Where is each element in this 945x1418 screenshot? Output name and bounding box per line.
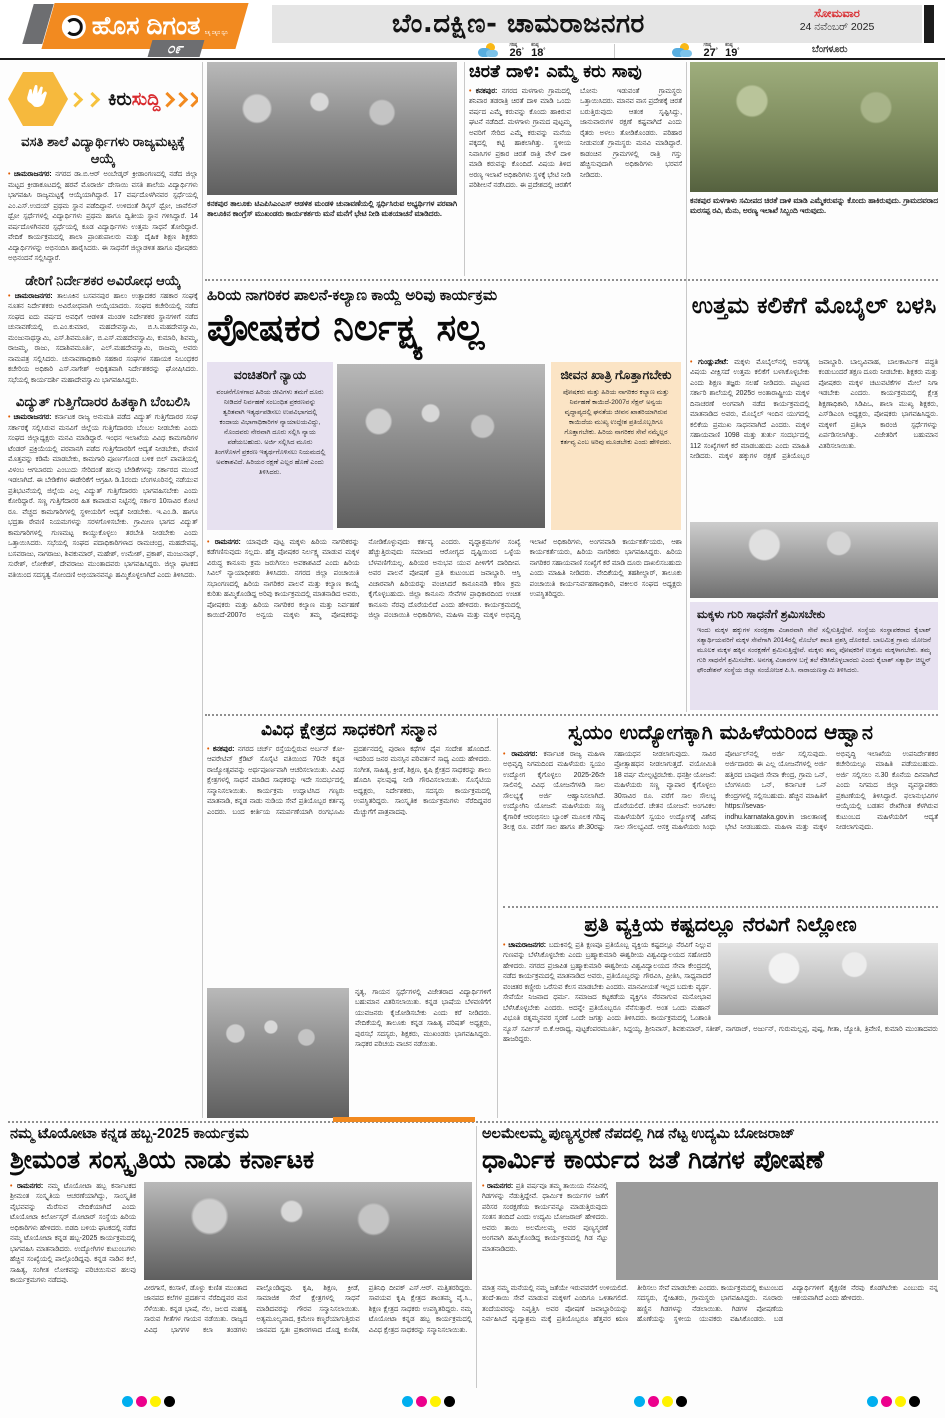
kiru-title-red: ಸುದ್ದಿ [131,88,161,109]
kiru-item-body: ತಾಲೂಕಿನ ಬಸವನಪುರ ಹಾಲು ಉತ್ಪಾದಕರ ಸಹಕಾರ ಸಂಘಕ್ಕೆ ನೂತನ ನಿರ್ದೇಶಕರು ಅವಿರೋಧವಾಗಿ ಆಯ್ಕೆಯಾದರು. ಸಂಘದ ಕಚೇರಿಯಲ್ಲಿ ನಡೆದ ಸಂಘದ ಐದು ವರ್ಷದ ಅವಧಿಗೆ ಆಡಳಿತ ಮಂಡಳಿ ನಿರ್ದೇಶಕರ ಸ್ಥಾನಗಳಿಗೆ ನಡೆದ ಚುನಾವಣೆಯಲ್ಲಿ ಬಿ.ಎಂ.ಕುಮಾರ, ಮಹದೇವಸ್ವಾಮಿ, ಬಿ.ಸಿ.ಮಹದೇವಸ್ವಾಮಿ, ಮಂಜುನಾಥಸ್ವಾಮಿ, ಎಸ್.ಶಿವಮೂರ್ತಿ, ಬಿ.ಎಸ್.ಮಹದೇವಸ್ವಾಮಿ, ಕುಮಾರಿ, ಶಿವಮ್ಮ, ರಾಜಮ್ಮ, ರಾಜು, ಸದಾಶಿವಮೂರ್ತಿ, ಎಲ್.ಮಹದೇವಸ್ವಾಮಿ, ರಾಜಮ್ಮ ಅವರು ನಾಮಪತ್ರ ಸಲ್ಲಿಸಿದರು. ಚುನಾವಣಾಧಿಕಾರಿ ಸಹಕಾರ ಸಂಘಗಳ ಸಹಾಯಕ ನಿಬಂಧಕರ ಕಚೇರಿಯ ಅಧಿಕಾರಿ ಎಸ್.ನಾಗೇಶ್ ಅಧಿಕೃತವಾಗಿ ನಿರ್ದೇಶಕರನ್ನು ಘೋಷಿಸಿದರು. ಸಭೆಯಲ್ಲಿ ಕಾರ್ಯದರ್ಶಿ ಮಹಾದೇವಸ್ವಾಮಿ ಭಾಗವಹಿಸಿದ್ದರು. [8,292,198,384]
section-divider [205,714,938,716]
photo-felicitation [337,364,545,528]
orange-accent-bar [333,1117,475,1122]
article-body: ಬದುಕಿನಲ್ಲಿ ಪ್ರತಿ ಕ್ಷಣವೂ ಪ್ರತಿಯೊಬ್ಬ ವ್ಯಕ್ತಿಯ ಕಷ್ಟದಲ್ಲೂ ನೆರವಿಗೆ ನಿಲ್ಲುವ ಗುಣವನ್ನು ಬೆಳೆಸಿಕೊಳ್ಳಬೇಕು ಎಂದು ಬ್ರಹ್ಮಾಕುಮಾರಿ ಈಶ್ವರೀಯ ವಿಶ್ವವಿದ್ಯಾಲಯದ ಸಹೋದರಿ ಹೇಳಿದರು. ನಗರದ ಪ್ರಜಾಪಿತ ಬ್ರಹ್ಮಾಕುಮಾರಿ ಈಶ್ವರೀಯ ವಿಶ್ವವಿದ್ಯಾಲಯದ ಸೇವಾ ಕೇಂದ್ರದಲ್ಲಿ ನಡೆದ ಕಾರ್ಯಕ್ರಮದಲ್ಲಿ ಮಾತನಾಡಿದ ಅವರು, ಪ್ರತಿಯೊಬ್ಬರನ್ನು ಗೌರವಿಸಿ, ಪ್ರೀತಿಸಿ, ಸಾಧ್ಯವಾದರೆ ವಂಚಿತರ ಕಣ್ಣೀರು ಒರೆಸುವ ಕೆಲಸ ಮಾಡಬೇಕು ಎಂದರು. ಮಾನವೀಯತೆ ಇಲ್ಲದ ಬದುಕು ವ್ಯರ್ಥ. ಸೇವೆಯೇ ನಿಜವಾದ ಧರ್ಮ. ಸಮಾಜದ ಕಟ್ಟಕಡೆಯ ವ್ಯಕ್ತಿಗೂ ನೆರವಾಗುವ ಮನೋಭಾವ ಬೆಳೆಸಿಕೊಳ್ಳಬೇಕು ಎಂದರು. ಅದನ್ನೇ ಪ್ರತಿಯೊಬ್ಬರೂ ನೆನೆಸುತ್ತಾರೆ. ಅಂತ ಒಂದು ಮಹಾನ್ ವಿಭೂತಿ ರತ್ನಮ್ಮನವರ ಸ್ಮರಣೆ ಒಂದೇ ಜಗತ್ತು ಎಂದು ತಿಳಿಸಿದರು. ಕಾರ್ಯಕ್ರಮದಲ್ಲಿ ಓಂಶಾಂತಿ ನ್ಯೂಸ್ ಸರ್ವೀಸ್ ಬಿ.ಕೆ.ಆರಾಧ್ಯ, ಪುಟ್ಟಕೆಂಪರಮೂರ್ತಿ, ಸಿದ್ದಯ್ಯ, ಶ್ರೀನಿವಾಸ್, ಶಿವಕುಮಾರ್, ಸತೀಶ್, ನಾಗರಾಜ್, ಅರ್ಜುನ್, ಗುರುಮಲ್ಲಪ್ಪ, ಪುಷ್ಪ, ಗೀತಾ, ಜ್ಯೋತಿ, ತ್ರಿವೇಣಿ, ಕುಮಾರಿ ಮುಂತಾದವರು ಹಾಜರಿದ್ದರು. [503,942,938,1044]
sidebox-title: ಜೀವನ ಖಾತ್ರಿ ಗೊತ್ತಾಗಬೇಕು [560,368,672,382]
city-label: ಬೆಂಗಳೂರು [812,44,848,55]
weather-2: ಗರಿಷ್ಠ 27° ಕನಿಷ್ಠ 19° [672,42,739,60]
dateline: • ರಾಮನಗರ: [207,539,241,546]
kiru-item-headline: ಡೇರಿಗೆ ನಿರ್ದೇಶಕರ ಅವಿರೋಧ ಆಯ್ಕೆ [25,272,181,288]
dateline: • ಕನಕಪುರ: [469,88,497,95]
photo-leopard-attack [690,62,938,192]
date-label: 24 ನವೆಂಬರ್ 2025 [799,21,875,33]
sanman-body-cont: ನೃತ್ಯ, ಗಾಯನ ಸ್ಪರ್ಧೆಗಳಲ್ಲಿ ವಿಜೇತರಾದ ವಿದ್ಯಾರ್ಥಿಗಳಿಗೆ ಬಹುಮಾನ ವಿತರಿಸಲಾಯಿತು. ಕನ್ನಡ ಭಾಷೆಯ ಬೆಳವಣಿಗೆಗೆ ಯುವಜನರು ಕೈಜೋಡಿಸಬೇಕು ಎಂದು ಕರೆ ನೀಡಿದರು. ವೇದಿಕೆಯಲ್ಲಿ ತಾಲೂಕು ಕನ್ನಡ ಸಾಹಿತ್ಯ ಪರಿಷತ್ ಅಧ್ಯಕ್ಷರು, ಪುರಸಭೆ ಸದಸ್ಯರು, ಶಿಕ್ಷಕರು, ಮುಖಂಡರು ಭಾಗವಹಿಸಿದ್ದರು. ಸಾಧಕರ ಪರಿಚಯ ವಾಚನ ನಡೆಯಿತು. [355,989,491,1049]
column-rule [497,718,498,1118]
article-body: ಕರ್ನಾಟಕ ರಾಜ್ಯ ಮಹಿಳಾ ಅಭಿವೃದ್ಧಿ ನಿಗಮದಿಂದ ಮಹಿಳೆಯರು ಸ್ವಯಂ ಉದ್ಯೋಗ ಕೈಗೊಳ್ಳಲು 2025-26ನೇ ಸಾಲಿನಲ್ಲಿ ವಿವಿಧ ಯೋಜನೆಗಳಡಿ ಸಾಲ ಸೌಲಭ್ಯಕ್ಕೆ ಅರ್ಜಿ ಆಹ್ವಾನಿಸಲಾಗಿದೆ. ಉದ್ಯೋಗಿನಿ ಯೋಜನೆ: ಮಹಿಳೆಯರು ಸಣ್ಣ ಕೈಗಾರಿಕೆ ಆರಂಭಿಸಲು ಬ್ಯಾಂಕ್ ಮೂಲಕ ಗರಿಷ್ಠ 3ಲಕ್ಷ ರೂ. ವರೆಗೆ ಸಾಲ ಹಾಗೂ ಶೇ.30ರಷ್ಟು ಸಹಾಯಧನ ನೀಡಲಾಗುವುದು. ಸಾವಿರ ಪ್ರೋತ್ಸಾಹಧನ ನೀಡಲಾಗುತ್ತದೆ. ವಯೋಮಿತಿ 18 ವರ್ಷ ಮೇಲ್ಪಟ್ಟಿರಬೇಕು. ಧನಶ್ರೀ ಯೋಜನೆ: ಮಹಿಳೆಯರು ಸಣ್ಣ ವ್ಯಾಪಾರ ಕೈಗೊಳ್ಳಲು 30ಸಾವಿರ ರೂ. ವರೆಗೆ ಸಾಲ ಸೌಲಭ್ಯ ದೊರೆಯಲಿದೆ. ಚೇತನ ಯೋಜನೆ: ಅಂಗವಿಕಲ ಮಹಿಳೆಯರಿಗೆ ಸ್ವಯಂ ಉದ್ಯೋಗಕ್ಕೆ ವಿಶೇಷ ಸಾಲ ಸೌಲಭ್ಯವಿದೆ. ಆಸಕ್ತ ಮಹಿಳೆಯರು ಸಿಂಧು ಪೋರ್ಟಲ್‌ನಲ್ಲಿ ಅರ್ಜಿ ಸಲ್ಲಿಸುವುದು. ಅರ್ಜಿದಾರರು ಈ ಎಲ್ಲ ಯೋಜನೆಗಳಲ್ಲಿ ಅರ್ಜಿ ಹತ್ತಿರದ ಬಾಪೂಜಿ ಸೇವಾ ಕೇಂದ್ರ, ಗ್ರಾಮ ಒನ್, ಬೆಂಗಳೂರು ಒನ್, ಕರ್ನಾಟಕ ಒನ್ ಕೇಂದ್ರಗಳಲ್ಲಿ ಸಲ್ಲಿಸಬಹುದು. ಹೆಚ್ಚಿನ ಮಾಹಿತಿಗೆ https://sevas-indhu.karnataka.gov.in ಜಾಲತಾಣಕ್ಕೆ ಭೇಟಿ ನೀಡಬಹುದು. ಮಹಿಳಾ ಮತ್ತು ಮಕ್ಕಳ ಅಭಿವೃದ್ಧಿ ಇಲಾಖೆಯ ಉಪನಿರ್ದೇಶಕರ ಕಚೇರಿಯಲ್ಲೂ ಮಾಹಿತಿ ಪಡೆಯಬಹುದು. ಅರ್ಜಿ ಸಲ್ಲಿಸಲು ನ.30 ಕೊನೆಯ ದಿನವಾಗಿದೆ ಎಂದು ನಿಗಮದ ಜಿಲ್ಲಾ ವ್ಯವಸ್ಥಾಪಕರು ಪ್ರಕಟಣೆಯಲ್ಲಿ ತಿಳಿಸಿದ್ದಾರೆ. ಫಲಾನುಭವಿಗಳ ಆಯ್ಕೆಯಲ್ಲಿ ಬಡತನ ರೇಖೆಗಿಂತ ಕೆಳಗಿರುವ ಕುಟುಂಬದ ಮಹಿಳೆಯರಿಗೆ ಆದ್ಯತೆ ನೀಡಲಾಗುವುದು. [503,751,938,832]
paper-title: ಹೊಸ ದಿಗಂತ [92,11,201,40]
yellow-dot [430,1396,441,1407]
dateline: • ಕನಕಪುರ: [207,746,234,753]
article-body: ನಗರದ ಚರ್ಚ್ ರಸ್ತೆಯಲ್ಲಿರುವ ಅರ್ಬನ್ ಕೋ-ಆಪರೇಟಿವ್ ಕ್ರೆಡಿಟ್ ಸೊಸೈಟಿ ವತಿಯಿಂದ 70ನೇ ಕನ್ನಡ ರಾಜ್ಯೋತ್ಸವವನ್ನು ಅರ್ಥಪೂರ್ಣವಾಗಿ ಆಚರಿಸಲಾಯಿತು. ವಿವಿಧ ಕ್ಷೇತ್ರಗಳಲ್ಲಿ ಸಾಧನೆ ಮಾಡಿದ ಸಾಧಕರನ್ನು ಇದೇ ಸಂದರ್ಭದಲ್ಲಿ ಸನ್ಮಾನಿಸಲಾಯಿತು. ಕಾರ್ಯಕ್ರಮ ಉದ್ಘಾಟಿಸಿದ ಗಣ್ಯರು ಮಾತನಾಡಿ, ಕನ್ನಡ ನಾಡು ನುಡಿಯ ಸೇವೆ ಪ್ರತಿಯೊಬ್ಬರ ಕರ್ತವ್ಯ ಎಂದರು. ಬಂದ ಕೀರ್ತಿಯ ಸಮರ್ಪಣೆಯಾಗಿ ರಂಗಭೂಮಿ ಪ್ರದರ್ಶನದಲ್ಲಿ ಪುರಾಣ ಕಥೆಗಳ ದೈವ ಸಂದೇಶ ಹೊಂದಿದೆ. ಇದರಿಂದ ಜನರ ಮನಸ್ಸಿನ ಪರಿವರ್ತನೆ ಸಾಧ್ಯ ಎಂದು ಹೇಳಿದರು. ಸಂಗೀತ, ಸಾಹಿತ್ಯ, ಕ್ರೀಡೆ, ಶಿಕ್ಷಣ, ಕೃಷಿ ಕ್ಷೇತ್ರದ ಸಾಧಕರನ್ನು ಶಾಲು ಹೊದಿಸಿ ಫಲಪುಷ್ಪ ನೀಡಿ ಗೌರವಿಸಲಾಯಿತು. ಸೊಸೈಟಿಯ ಅಧ್ಯಕ್ಷರು, ನಿರ್ದೇಶಕರು, ಸದಸ್ಯರು ಕಾರ್ಯಕ್ರಮದಲ್ಲಿ ಉಪಸ್ಥಿತರಿದ್ದರು. ಸಾಂಸ್ಕೃತಿಕ ಕಾರ್ಯಕ್ರಮಗಳು ನೆರೆದಿದ್ದವರ ಮೆಚ್ಚುಗೆಗೆ ಪಾತ್ರವಾದವು. [207,746,491,816]
article-toyota [10,1126,472,1388]
cyan-dot [122,1396,133,1407]
mobile-sidebox [690,602,938,710]
yellow-dot [662,1396,673,1407]
magenta-dot [881,1396,892,1407]
kiru-item-headline: ವಿದ್ಯುತ್ ಗುತ್ತಿಗೆದಾರರ ಹಿತಕ್ಕಾಗಿ ಬೆಂಬಲಿಸಿ [15,394,191,410]
article-body: ನಗರದ ಮಳಗಾಳು ಗ್ರಾಮದಲ್ಲಿ ಶನಿವಾರ ತಡರಾತ್ರಿ ಚಿರತೆ ದಾಳಿ ಮಾಡಿ ಒಂದು ವರ್ಷದ ಎಮ್ಮೆ ಕರುವನ್ನು ಕೊಂದು ಹಾಕಿರುವ ಘಟನೆ ನಡೆದಿದೆ. ಮಳಗಾಳು ಗ್ರಾಮದ ಪುಟ್ಟಮ್ಮ ಅವರಿಗೆ ಸೇರಿದ ಎಮ್ಮೆ ಕರುವನ್ನು ಮನೆಯ ಪಕ್ಕದಲ್ಲಿ ಕಟ್ಟಿ ಹಾಕಲಾಗಿತ್ತು. ಸ್ಥಳೀಯ ನಿವಾಸಿಗಳ ಪ್ರಕಾರ ಚಿರತೆ ರಾತ್ರಿ ವೇಳೆ ದಾಳಿ ಮಾಡಿ ಕರುವನ್ನು ಕೊಂದಿದೆ. ವಿಷಯ ತಿಳಿದ ಅರಣ್ಯ ಇಲಾಖೆ ಅಧಿಕಾರಿಗಳು ಸ್ಥಳಕ್ಕೆ ಭೇಟಿ ನೀಡಿ ಪರಿಶೀಲನೆ ನಡೆಸಿದರು. ಈ ಪ್ರದೇಶದಲ್ಲಿ ಚಿರತೆಗೆ ಬೋನು ಇಡುವಂತೆ ಗ್ರಾಮಸ್ಥರು ಒತ್ತಾಯಿಸಿದರು. ಮಾನವ ವಾಸ ಪ್ರದೇಶಕ್ಕೆ ಚಿರತೆ ಬರುತ್ತಿರುವುದು ಆತಂಕ ಸೃಷ್ಟಿಸಿದ್ದು, ಜಾನುವಾರುಗಳ ರಕ್ಷಣೆ ಕಷ್ಟವಾಗಿದೆ ಎಂದು ರೈತರು ಅಳಲು ತೋಡಿಕೊಂಡರು. ಪರಿಹಾರ ನೀಡುವಂತೆ ಗ್ರಾಮಸ್ಥರು ಮನವಿ ಮಾಡಿದ್ದಾರೆ. ಕಾಡಂಚಿನ ಗ್ರಾಮಗಳಲ್ಲಿ ರಾತ್ರಿ ಗಸ್ತು ಹೆಚ್ಚಿಸುವುದಾಗಿ ಅಧಿಕಾರಿಗಳು ಭರವಸೆ ನೀಡಿದರು. [469,88,682,190]
print-registration-marks [634,1394,690,1412]
kiru-item [8,133,198,265]
black-dot [444,1396,455,1407]
kiru-item-headline: ವಸತಿ ಶಾಲೆ ವಿದ್ಯಾರ್ಥಿಗಳು ರಾಜ್ಯಮಟ್ಟಕ್ಕೆ ಆಯ್ಕೆ [21,134,185,167]
section-divider [503,906,938,908]
column-rule [202,62,203,1118]
edition-title: ಬೆಂ.ದಕ್ಷಿಣ- ಚಾಮರಾಜನಗರ [392,9,645,39]
kiru-item-body: ಕರ್ನಾಟಕ ರಾಜ್ಯ ಅನುಮತಿ ಪಡೆದ ವಿದ್ಯುತ್ ಗುತ್ತಿಗೆದಾರರ ಸಂಘ ಸರ್ಕಾರಕ್ಕೆ ಸಲ್ಲಿಸಿರುವ ಮನವಿಗೆ ಜಿಲ್ಲೆಯ ಗುತ್ತಿಗೆದಾರರು ಬೆಂಬಲ ನೀಡಬೇಕು ಎಂದು ಸಂಘದ ಜಿಲ್ಲಾಧ್ಯಕ್ಷರು ಮನವಿ ಮಾಡಿದ್ದಾರೆ. ಇಂಧನ ಇಲಾಖೆಯ ವಿವಿಧ ಕಾಮಗಾರಿಗಳ ಟೆಂಡರ್ ಪ್ರಕ್ರಿಯೆಯಲ್ಲಿ ಪರವಾನಗಿ ಪಡೆದ ಗುತ್ತಿಗೆದಾರರಿಗೆ ಆದ್ಯತೆ ನೀಡಬೇಕು, ಠೇವಣಿ ಮೊತ್ತವನ್ನು ಕಡಿಮೆ ಮಾಡಬೇಕು, ಕಾಮಗಾರಿ ಪೂರ್ಣಗೊಂಡ ಬಳಿಕ ಬಿಲ್ ಪಾವತಿಯಲ್ಲಿ ವಿಳಂಬ ಆಗಬಾರದು ಎಂಬುದು ಸೇರಿದಂತೆ ಹಲವು ಬೇಡಿಕೆಗಳನ್ನು ಸರ್ಕಾರದ ಮುಂದೆ ಇಡಲಾಗಿದೆ. ಈ ಬೇಡಿಕೆಗಳ ಈಡೇರಿಕೆಗೆ ಆಗ್ರಹಿಸಿ ಡಿ.1ರಂದು ಬೆಂಗಳೂರಿನಲ್ಲಿ ನಡೆಯುವ ಪ್ರತಿಭಟನೆಯಲ್ಲಿ ಜಿಲ್ಲೆಯ ಎಲ್ಲ ವಿದ್ಯುತ್ ಗುತ್ತಿಗೆದಾರರು ಭಾಗವಹಿಸಬೇಕು ಎಂದು ಕೋರಿದ್ದಾರೆ. ಸಣ್ಣ ಗುತ್ತಿಗೆದಾರರ ಹಿತ ಕಾಪಾಡುವ ನಿಟ್ಟಿನಲ್ಲಿ ಸರ್ಕಾರ 10ಸಾವಿರ ಕೋಟಿ ರೂ. ವೆಚ್ಚದ ಕಾಮಗಾರಿಗಳಲ್ಲಿ ಸ್ಥಳೀಯರಿಗೆ ಆದ್ಯತೆ ನೀಡಬೇಕು. ಇ.ಎಂ.ಡಿ. ಹಾಗೂ ಭದ್ರತಾ ಠೇವಣಿ ನಿಯಮಗಳನ್ನು ಸರಳಗೊಳಿಸಬೇಕು. ಗ್ರಾಮೀಣ ಭಾಗದ ವಿದ್ಯುತ್ ಕಾಮಗಾರಿಗಳಲ್ಲಿ ಗುಣಮಟ್ಟ ಕಾಯ್ದುಕೊಳ್ಳಲು ತರಬೇತಿ ನೀಡಬೇಕು ಎಂದು ಒತ್ತಾಯಿಸಿದರು. ಸಭೆಯಲ್ಲಿ ಸಂಘದ ಪದಾಧಿಕಾರಿಗಳಾದ ರಾಮಚಂದ್ರ, ಮಹದೇವಪ್ಪ, ಬಸವರಾಜು, ನಾಗರಾಜು, ಶಿವಕುಮಾರ್, ಮಹೇಶ್, ಉಮೇಶ್, ಪ್ರಕಾಶ್, ಮಂಜುನಾಥ್, ಸುರೇಶ್, ಲೋಕೇಶ್, ದೇವರಾಜು ಮುಂತಾದವರು ಭಾಗವಹಿಸಿದ್ದರು. ಜಿಲ್ಲಾ ಘಟಕದ ವತಿಯಿಂದ ಸದಸ್ಯತ್ವ ನೋಂದಣಿ ಅಭಿಯಾನವನ್ನೂ ಹಮ್ಮಿಕೊಳ್ಳಲಾಗಿದೆ ಎಂದು ತಿಳಿಸಿದರು. [8,414,198,579]
mobile-article-body [690,358,938,518]
print-registration-marks [122,1394,178,1412]
kiru-item [8,272,198,387]
article-headline: ಶ್ರೀಮಂತ ಸಂಸ್ಕೃತಿಯ ನಾಡು ಕರ್ನಾಟಕ [10,1145,315,1174]
article-headline: ಚಿರತೆ ದಾಳಿ: ಎಮ್ಮೆ ಕರು ಸಾವು [469,62,642,82]
sidebox-title: ಮಕ್ಕಳು ಗುರಿ ಸಾಧನೆಗೆ ಶ್ರಮಿಸಬೇಕು [697,609,826,621]
temp-min: 19 [725,46,738,59]
main-sidebox-assurance [551,362,681,530]
hand-snap-icon [8,72,68,126]
photo-children-group [690,522,938,598]
sun-cloud-icon [478,43,502,58]
column-rule [686,62,687,712]
article-headline: ಸ್ವಯಂ ಉದ್ಯೋಗಕ್ಕಾಗಿ ಮಹಿಳೆಯರಿಂದ ಆಹ್ವಾನ [568,720,873,744]
photo-caption: ಕನಕಪುರ ತಾಲೂಕು ಟಿಎಪಿಸಿಎಂಎಸ್ ಆಡಳಿತ ಮಂಡಳಿ ಚುನಾವಣೆಯಲ್ಲಿ ಸ್ಪರ್ಧಿಸಿರುವ ಅಭ್ಯರ್ಥಿಗಳ ಪರವಾಗಿ ತಾಲೂಕಿನ ಕಾಂಗ್ರೆಸ್ ಮುಖಂಡರು ಕಾರ್ಯಕರ್ತರು ಮನೆ ಮನೆಗೆ ಭೇಟಿ ನೀಡಿ ಮತಯಾಚನೆ ಮಾಡಿದರು. [207,199,457,219]
article-first-column: • ರಾಮನಗರ: ಪ್ರತಿ ವರ್ಷವೂ ತಮ್ಮ ತಾಯಿಯ ನೆನಪಿನಲ್ಲಿ ಗಿಡಗಳನ್ನು ನೆಡುತ್ತಿದ್ದೇವೆ. ಧಾರ್ಮಿಕ ಕಾರ್ಯಗಳ ಜತೆಗೆ ಪರಿಸರ ಸಂರಕ್ಷಣೆಯ ಕಾರ್ಯವನ್ನೂ ಮಾಡುತ್ತಿರುವುದು ಸಂತಸ ತಂದಿದೆ ಎಂದು ಉದ್ಯಮಿ ಬೋಜರಾಜ್ ಹೇಳಿದರು. ಅವರು ತಾಯಿ ಅಲಮೇಲಮ್ಮ ಅವರ ಪುಣ್ಯಸ್ಮರಣೆ ಅಂಗವಾಗಿ ಹಮ್ಮಿಕೊಂಡಿದ್ದ ಕಾರ್ಯಕ್ರಮದಲ್ಲಿ ಗಿಡ ನೆಟ್ಟು ಮಾತನಾಡಿದರು. [482,1182,608,1280]
main-kicker: ಹಿರಿಯ ನಾಗರಿಕರ ಪಾಲನೆ-ಕಲ್ಯಾಣ ಕಾಯ್ದೆ ಅರಿವು ಕಾರ್ಯಕ್ರಮ [207,287,498,304]
magenta-dot [416,1396,427,1407]
sidebox-body: ಇಂದು ಮಕ್ಕಳ ಹಕ್ಕುಗಳ ಸಂರಕ್ಷಣಾ ವಿಚಾರವಾಗಿ ಸೇವೆ ಸಲ್ಲಿಸುತ್ತಿದ್ದೇವೆ. ಸಂಸ್ಥೆಯ ಸಂಸ್ಥಾಪಕರಾದ ಕೈಲಾಶ್ ಸತ್ಯಾರ್ಥಿಯವರಿಗೆ ಮಕ್ಕಳ ಸೇವೆಗಾಗಿ 2014ರಲ್ಲಿ ನೊಬೆಲ್ ಶಾಂತಿ ಪ್ರಶಸ್ತಿ ದೊರಕಿದೆ. ಬಾಲಮಿತ್ರ ಗ್ರಾಮ ಯೋಜನೆ ಮೂಲಕ ಮಕ್ಕಳ ಹಕ್ಕಿನ ಸಂರಕ್ಷಣೆಗೆ ಶ್ರಮಿಸುತ್ತಿದ್ದೇವೆ. ಮಕ್ಕಳು ತಮ್ಮ ಪೋಷಕರಿಗೆ ಉತ್ತಮ ಮಕ್ಕಳಾಗಬೇಕು. ತಮ್ಮ ಗುರಿ ಸಾಧನೆಗೆ ಶ್ರಮಿಸಬೇಕು. ಅನಗತ್ಯ ವಿಚಾರಗಳ ಬಗ್ಗೆ ತಲೆ ಕೆಡಿಸಿಕೊಳ್ಳಬಾರದು ಎಂದು ಕೈಲಾಶ್ ಸತ್ಯಾರ್ಥಿ ಚಿಲ್ಡ್ರನ್ ಫೌಂಡೇಶನ್ ಸಂಸ್ಥೆಯ ಜಿಲ್ಲಾ ಸಂಯೋಜಕ ಪಿ.ಸಿ. ನಾರಾಯಣಸ್ವಾಮಿ ತಿಳಿಸಿದರು. [697,627,931,675]
column-rule [476,1126,477,1388]
kiru-suddi-column [8,64,198,1118]
corner-mark [924,5,934,43]
main-article-body [207,538,682,708]
photo-tree-planting [616,1182,938,1280]
sun-cloud-icon [672,43,696,58]
article-headline: ಧಾರ್ಮಿಕ ಕಾರ್ಯದ ಜತೆ ಗಿಡಗಳ ಪೋಷಣೆ [482,1145,824,1174]
section-divider [205,279,938,281]
photo-toyota-event [144,1182,472,1280]
main-sidebox-justice [207,362,333,530]
article-plants [482,1126,938,1388]
article-headline: ಪ್ರತಿ ವ್ಯಕ್ತಿಯ ಕಷ್ಟದಲ್ಲೂ ನೆರವಿಗೆ ನಿಲ್ಲೋಣ [584,912,857,936]
yellow-dot [895,1396,906,1407]
page-number: ೦೯ [148,40,205,57]
logo-icon [62,14,86,38]
article-bottom-columns: ಮಾತ್ರ ನಮ್ಮ ಮನೆಯಲ್ಲಿ ನಮ್ಮ ಜತೆಯೇ ಇರುವವರೆಗೆ ಉಳಿಯಲಿದೆ. ತಂದೆ-ತಾಯಿ ಸೇವೆ ಮಾಡುವ ಮಕ್ಕಳಿಗೆ ಎಂದಿಗೂ ಒಳಿತಾಗಲಿದೆ. ತಂದೆಯವರನ್ನು ನಿವೃತ್ತಿಸಿ ಅವರ ಪೋಷಣೆ ಜವಾಬ್ದಾರಿಯನ್ನು ನಿರ್ವಹಿಸಿದೆ ವೃದ್ಯಾಶ್ರಮ ಮಕ್ಕೆ ಪ್ರತಿಯೊಬ್ಬರೂ ಹೆತ್ತವರ ಋಣ ತೀರಿಸಲು ಸೇವೆ ಮಾಡಬೇಕು ಎಂದರು. ಕಾರ್ಯಕ್ರಮದಲ್ಲಿ ಕುಟುಂಬದ ಸದಸ್ಯರು, ಸ್ನೇಹಿತರು, ಗ್ರಾಮಸ್ಥರು ಭಾಗವಹಿಸಿದ್ದರು. ನೂರಾರು ಹಣ್ಣಿನ ಗಿಡಗಳನ್ನು ನೆಡಲಾಯಿತು. ಗಿಡಗಳ ಪೋಷಣೆಯ ಹೊಣೆಯನ್ನು ಸ್ಥಳೀಯ ಯುವಕರು ವಹಿಸಿಕೊಂಡರು. ಬಡ ವಿದ್ಯಾರ್ಥಿಗಳಿಗೆ ಶೈಕ್ಷಣಿಕ ನೆರವು ಕೊಡಗಿಬೇಕು ಎಂಬುದು ನನ್ನ ಆಶಯವಾಗಿದೆ ಎಂದು ಹೇಳಿದರು. [482,1284,938,1324]
cyan-dot [867,1396,878,1407]
article-leopard [469,62,682,276]
weather-divider [614,44,615,58]
article-body: ಮಕ್ಕಳು ಮೊಬೈಲ್‌ನಲ್ಲಿ ಅನಗತ್ಯ ವಿಷಯ ವೀಕ್ಷಿಸದೆ ಉತ್ತಮ ಕಲಿಕೆಗೆ ಬಳಸಿಕೊಳ್ಳಬೇಕು ಎಂದು ಶಿಕ್ಷಣ ತಜ್ಞರು ಸಲಹೆ ನೀಡಿದರು. ಪಟ್ಟಣದ ಸರ್ಕಾರಿ ಶಾಲೆಯಲ್ಲಿ 2025ರ ಅಂತಾರಾಷ್ಟ್ರೀಯ ಮಕ್ಕಳ ದಿನಾಚರಣೆ ಅಂಗವಾಗಿ ನಡೆದ ಕಾರ್ಯಕ್ರಮದಲ್ಲಿ ಮಾತನಾಡಿದ ಅವರು, ಮೊಬೈಲ್ ಇಂದಿನ ಯುಗದಲ್ಲಿ ಕಲಿಕೆಯ ಪ್ರಮುಖ ಸಾಧನವಾಗಿದೆ ಎಂದರು. ಮಕ್ಕಳ ಸಹಾಯವಾಣಿ 1098 ಮತ್ತು ತುರ್ತು ಸಂದರ್ಭದಲ್ಲಿ 112 ಸಂಖ್ಯೆಗಳಿಗೆ ಕರೆ ಮಾಡಬಹುದು ಎಂದು ಮಾಹಿತಿ ನೀಡಿದರು. ಮಕ್ಕಳ ಹಕ್ಕುಗಳ ರಕ್ಷಣೆ ಪ್ರತಿಯೊಬ್ಬರ ಜವಾಬ್ದಾರಿ. ಬಾಲ್ಯವಿವಾಹ, ಬಾಲಕಾರ್ಮಿಕ ಪದ್ಧತಿ ಕಂಡುಬಂದರೆ ತಕ್ಷಣ ದೂರು ನೀಡಬೇಕು. ಶಿಕ್ಷಕರು ಮತ್ತು ಪೋಷಕರು ಮಕ್ಕಳ ಚಟುವಟಿಕೆಗಳ ಮೇಲೆ ನಿಗಾ ಇಡಬೇಕು ಎಂದರು. ಕಾರ್ಯಕ್ರಮದಲ್ಲಿ ಕ್ಷೇತ್ರ ಶಿಕ್ಷಣಾಧಿಕಾರಿ, ಸಿಡಿಪಿಒ, ಶಾಲಾ ಮುಖ್ಯ ಶಿಕ್ಷಕರು, ಎಸ್‌ಡಿಎಂಸಿ ಅಧ್ಯಕ್ಷರು, ಪೋಷಕರು ಭಾಗವಹಿಸಿದ್ದರು. ಮಕ್ಕಳಿಗೆ ಪ್ರತಿಭಾ ಕಾರಂಜಿ ಸ್ಪರ್ಧೆಗಳನ್ನು ಏರ್ಪಡಿಸಲಾಗಿತ್ತು. ವಿಜೇತರಿಗೆ ಬಹುಮಾನ ವಿತರಿಸಲಾಯಿತು. [690,359,938,461]
kiru-title-black: ಕಿರು [108,88,132,109]
article-kicker: ಅಲಮೇಲಮ್ಮ ಪುಣ್ಯಸ್ಮರಣೆ ನೆಪದಲ್ಲಿ ಗಿಡ ನೆಟ್ಟ ಉದ್ಯಮಿ ಬೋಜರಾಜ್ [482,1126,795,1142]
weather-1: ಗರಿಷ್ಠ 26° ಕನಿಷ್ಠ 18° [478,42,545,60]
print-registration-marks [867,1394,923,1412]
kiru-item [8,393,198,581]
yellow-dot [150,1396,161,1407]
article-swayam [503,720,938,902]
photo-brahmakumari-group [718,943,938,1015]
masthead-logo-plate [41,3,248,49]
temp-min: 18 [531,46,544,59]
sidebox-title: ವಂಚಿತರಿಗೆ ನ್ಯಾಯ [233,368,307,382]
photo-sanman [207,988,349,1118]
sidebox-body: ವಂಚನೆಗೊಳಗಾದ ಹಿರಿಯ ಜೀವಿಗಳು ತಮಗೆ ದೂರು ನೀಡಿದರೆ ನಿರ್ವಹಣೆ ಸಂಬಂಧಿತ ಪ್ರಕರಣವನ್ನು ತ್ವರಿತವಾಗಿ ಇತ್ಯರ್ಥಪಡಿಸಲು ಉಪವಿಭಾಗದಲ್ಲಿ ಕಂದಾಯ ವಿಭಾಗಾಧಿಕಾರಿಗಳ ನ್ಯಾಯಾಲಯವಿದ್ದು, ನೊಂದವರು ನೇರವಾಗಿ ದೂರು ಸಲ್ಲಿಸಿ ನ್ಯಾಯ ಪಡೆಯಬಹುದು. ಅರ್ಜಿ ಸಲ್ಲಿಸಿದ ಮೂರು ತಿಂಗಳೊಳಗೆ ಪ್ರಕರಣ ಇತ್ಯರ್ಥಗೊಳಿಸಲು ನಿಯಮದಲ್ಲಿ ಅವಕಾಶವಿದೆ. ಹಿರಿಯರ ರಕ್ಷಣೆ ಎಲ್ಲರ ಹೊಣೆ ಎಂದು ತಿಳಿಸಿದರು. [214,388,326,476]
edition-bar [272,5,922,43]
dateline: • ರಾಮನಗರ: [482,1183,513,1190]
masthead [0,0,945,60]
article-help [503,912,938,1118]
dateline: • ಗುಂಡ್ಲುಪೇಟೆ: [690,359,728,366]
article-headline: ವಿವಿಧ ಕ್ಷೇತ್ರದ ಸಾಧಕರಿಗೆ ಸನ್ಮಾನ [261,720,437,740]
dateline: • ಚಾಮರಾಜನಗರ: [503,942,546,949]
day-label: ಸೋಮವಾರ [814,8,860,20]
magenta-dot [648,1396,659,1407]
dateline: • ಚಾಮರಾಜನಗರ: [8,293,53,300]
article-bottom-columns: ವೀರಗಾಸೆ, ಕಂಸಾಳೆ, ಡೊಳ್ಳು ಕುಣಿತ ಮುಂತಾದ ಜಾನಪದ ಕಲೆಗಳ ಪ್ರದರ್ಶನ ನೆರೆದಿದ್ದವರ ಮನ ಸೆಳೆಯಿತು. ಕನ್ನಡ ಭಾಷೆ, ನೆಲ, ಜಲದ ಮಹತ್ವ ಸಾರುವ ಗೀತೆಗಳ ಗಾಯನ ನಡೆಯಿತು. ರಾಜ್ಯದ ವಿವಿಧ ಭಾಗಗಳ ಕಲಾ ತಂಡಗಳು ಪಾಲ್ಗೊಂಡಿದ್ದವು. ಕೃಷಿ, ಶಿಕ್ಷಣ, ಕ್ರೀಡೆ, ಸಾಮಾಜಿಕ ಸೇವೆ ಕ್ಷೇತ್ರಗಳಲ್ಲಿ ಸಾಧನೆ ಮಾಡಿದವರನ್ನು ಗೌರವ ಸನ್ಮಾನಿಸಲಾಯಿತು. ಅತ್ಯಮೂಲ್ಯವಾದ, ಕ್ರಮೇಣ ಕಣ್ಮರೆಯಾಗುತ್ತಿರುವ ಜಾನಪದ ಸ್ವತಃ ಪ್ರಕಾರಗಳಾದ ದೊಡ್ಡ ಕುಣಿತ, ಪ್ರತಿನಿಧಿ ದೀಪಕ್ ಎಸ್.ಆರ್. ಮತ್ತಿತರರಿದ್ದರು. ಸಾವಯವ ಕೃಷಿ ಕ್ಷೇತ್ರದ ಶಾಂತಮ್ಮ ವೈ.ಸಿ., ಶಿಕ್ಷಣ ಕ್ಷೇತ್ರದ ಸಾಧಕರು ಉಪಸ್ಥಿತರಿದ್ದರು. ನಮ್ಮ ಟೊಯೋಟಾ ಕನ್ನಡ ಹಬ್ಬ ಕಾರ್ಯಕ್ರಮದಲ್ಲಿ ವಿವಿಧ ಕ್ಷೇತ್ರದ ಸಾಧಕರನ್ನು ಸನ್ಮಾನಿಸಲಾಯಿತು. [144,1284,472,1334]
black-dot [676,1396,687,1407]
mobile-headline: ಉತ್ತಮ ಕಲಿಕೆಗೆ ಮೊಬೈಲ್ ಬಳಸಿ [691,293,937,319]
dateline: • ರಾಮನಗರ: [10,1183,43,1190]
article-kicker: ನಮ್ಮ ಟೊಯೋಟಾ ಕನ್ನಡ ಹಬ್ಬ-2025 ಕಾರ್ಯಕ್ರಮ [10,1126,249,1142]
black-dot [909,1396,920,1407]
dateline: • ಚಾಮರಾಜನಗರ: [8,414,51,421]
temp-max: 26 [509,46,522,59]
magenta-dot [136,1396,147,1407]
sidebox-body: ಪೋಷಕರು ಮತ್ತು ಹಿರಿಯ ನಾಗರಿಕರ ಕಲ್ಯಾಣ ಮತ್ತು ನಿರ್ವಹಣೆ ಕಾಯಿದೆ-2007ರ ಸೆಕ್ಷನ್ ಅನ್ವಯ ವೃದ್ಧಾಪ್ಯದಲ್ಲಿ ಘನತೆಯ ಜೀವನ ಖಾತರಿಯಾಗಿರುವ ಕಾಯಿದೆಯ ಮುಖ್ಯ ಉದ್ದೇಶ ಪ್ರತಿಯೊಬ್ಬರಿಗೂ ಗೊತ್ತಾಗಬೇಕು. ಹಿರಿಯ ನಾಗರಿಕರ ಸೇವೆ ನಮ್ಮೆಲ್ಲರ ಕರ್ತವ್ಯ ಎಂಬ ಅರಿವು ಮೂಡಬೇಕು ಎಂದು ಹೇಳಿದರು. [560,388,672,446]
temp-max: 27 [703,46,716,59]
paper-tagline: ನಿತ್ಯ ಸತ್ಯದ ಧ್ವನಿ [204,29,228,35]
black-dot [164,1396,175,1407]
column-rule [464,62,465,276]
cyan-dot [402,1396,413,1407]
dateline: • ಚಾಮರಾಜನಗರ: [8,171,52,178]
main-headline: ಪೋಷಕರ ನಿರ್ಲಕ್ಷ್ಯ ಸಲ್ಲ [207,306,485,349]
photo-congress-campaign [207,62,457,195]
article-first-column: • ರಾಮನಗರ: ನಮ್ಮ ಟೊಯೋಟಾ ಹಬ್ಬ ಕರ್ನಾಟಕದ ಶ್ರೀಮಂತ ಸಂಸ್ಕೃತಿಯ ಆಚರಣೆಯಾಗಿದ್ದು, ಸಾಂಸ್ಕೃತಿಕ ವೈಭವವನ್ನು ಮೆರೆಸುವ ವೇದಿಕೆಯಾಗಿದೆ ಎಂದು ಟೊಯೋಟಾ ಕಿರ್ಲೋಸ್ಕರ್ ಮೋಟಾರ್ ಸಂಸ್ಥೆಯ ಹಿರಿಯ ಅಧಿಕಾರಿಗಳು ಹೇಳಿದರು. ಬಿಡದಿ ಬಳಿಯ ಘಟಕದಲ್ಲಿ ನಡೆದ ನಮ್ಮ ಟೊಯೋಟಾ ಕನ್ನಡ ಹಬ್ಬ-2025 ಕಾರ್ಯಕ್ರಮದಲ್ಲಿ ಭಾಗವಹಿಸಿ ಮಾತನಾಡಿದರು. ಉದ್ಯೋಗಿಗಳ ಕುಟುಂಬಗಳು ಹೆಚ್ಚಿನ ಸಂಖ್ಯೆಯಲ್ಲಿ ಪಾಲ್ಗೊಂಡಿದ್ದವು. ಕನ್ನಡ ನಾಡಿನ ಕಲೆ, ಸಾಹಿತ್ಯ, ಸಂಗೀತ ಲೋಕವನ್ನು ಪರಿಚಯಿಸುವ ಹಲವು ಕಾರ್ಯಕ್ರಮಗಳು ನಡೆದವು. [10,1182,136,1378]
kiru-item-body: ನಗರದ ಡಾ.ಬಿ.ಆರ್ ಅಂಬೇಡ್ಕರ್ ಕ್ರೀಡಾಂಗಣದಲ್ಲಿ ನಡೆದ ಜಿಲ್ಲಾ ಮಟ್ಟದ ಕ್ರೀಡಾಕೂಟದಲ್ಲಿ ಹರವೆ ಮೊರಾರ್ಜಿ ದೇಸಾಯಿ ವಸತಿ ಶಾಲೆಯ ವಿದ್ಯಾರ್ಥಿಗಳು ಭಾಗವಹಿಸಿ ರಾಜ್ಯಮಟ್ಟಕ್ಕೆ ಆಯ್ಕೆಯಾಗಿದ್ದಾರೆ. 17 ವರ್ಷದೊಳಗಿನವರ ಸ್ಪರ್ಧೆಯಲ್ಲಿ ಎಂ.ಎಸ್.ಉದಯ್ ಪ್ರಥಮ ಸ್ಥಾನ ಪಡೆದಿದ್ದಾನೆ. ಉಳಿದಂತೆ ಡಿಸ್ಕಸ್ ಥ್ರೋ, ಜಾವೆಲಿನ್ ಥ್ರೋ ಸ್ಪರ್ಧೆಗಳಲ್ಲಿ ವಿದ್ಯಾರ್ಥಿಗಳು ಪ್ರಥಮ ಹಾಗೂ ದ್ವಿತೀಯ ಸ್ಥಾನ ಗಳಿಸಿದ್ದಾರೆ. 14 ವರ್ಷದೊಳಗಿನವರ ಸ್ಪರ್ಧೆಯಲ್ಲಿ ಕೂಡ ವಿದ್ಯಾರ್ಥಿಗಳು ಉತ್ತಮ ಸಾಧನೆ ತೋರಿದ್ದಾರೆ. ವೇದಿಕೆ ಕಾರ್ಯಕ್ರಮದಲ್ಲಿ ಶಾಲಾ ಪ್ರಾಂಶುಪಾಲರು ಮತ್ತು ದೈಹಿಕ ಶಿಕ್ಷಣ ಶಿಕ್ಷಕರು ವಿದ್ಯಾರ್ಥಿಗಳನ್ನು ಅಭಿನಂದಿಸಿ ಹಾರೈಸಿದರು. ಈ ಸಾಧನೆಗೆ ಜಿಲ್ಲಾಡಳಿತ ಹಾಗೂ ಪೋಷಕರು ಅಭಿನಂದನೆ ಸಲ್ಲಿಸಿದ್ದಾರೆ. [8,171,198,263]
dateline: • ರಾಮನಗರ: [503,751,538,758]
cyan-dot [634,1396,645,1407]
photo-caption: ಕನಕಪುರ ಮಳಗಾಳು ಸಮೀಪದ ಚಿರತೆ ದಾಳಿ ಮಾಡಿ ಎಮ್ಮೆಕರುವನ್ನು ಕೊಂದು ಹಾಕಿರುವುದು. ಗ್ರಾಮದವರಾದ ಮರಸಪ್ಪ ರವಿ, ಮೆನು, ಅರಣ್ಯ ಇಲಾಖೆ ಸಿಬ್ಬಂದಿ ಇರುವುದು. [690,196,938,216]
article-body: ಯಾವುದೇ ಪುಟ್ಟ ಮಕ್ಕಳು ಹಿರಿಯ ನಾಗರಿಕರನ್ನು ಕಡೆಗಣಿಸುವುದು ಸಲ್ಲದು. ಹೆತ್ತ ಪೋಷಕರ ನಿರ್ಲಕ್ಷ್ಯ ಮಾಡುವ ಮಕ್ಕಳ ವಿರುದ್ಧ ಕಾನೂನು ಕ್ರಮ ಜರುಗಿಸಲು ಅವಕಾಶವಿದೆ ಎಂದು ಹಿರಿಯ ಸಿವಿಲ್ ನ್ಯಾಯಾಧೀಶರು ತಿಳಿಸಿದರು. ನಗರದ ಜಿಲ್ಲಾ ಪಂಚಾಯಿತಿ ಸಭಾಂಗಣದಲ್ಲಿ ಹಿರಿಯ ನಾಗರಿಕರ ಪಾಲನೆ ಮತ್ತು ಕಲ್ಯಾಣ ಕಾಯ್ದೆ ಕುರಿತು ಹಮ್ಮಿಕೊಂಡಿದ್ದ ಅರಿವು ಕಾರ್ಯಕ್ರಮದಲ್ಲಿ ಮಾತನಾಡಿದ ಅವರು, ಪೋಷಕರು ಮತ್ತು ಹಿರಿಯ ನಾಗರಿಕರ ಕಲ್ಯಾಣ ಮತ್ತು ನಿರ್ವಹಣೆ ಕಾಯಿದೆ-2007ರ ಅನ್ವಯ ಮಕ್ಕಳು ತಮ್ಮ ಪೋಷಕರನ್ನು ನೋಡಿಕೊಳ್ಳುವುದು ಕರ್ತವ್ಯ ಎಂದರು. ವೃದ್ಧಾಶ್ರಮಗಳ ಸಂಖ್ಯೆ ಹೆಚ್ಚುತ್ತಿರುವುದು ಸಮಾಜದ ಆರೋಗ್ಯದ ದೃಷ್ಟಿಯಿಂದ ಒಳ್ಳೆಯ ಬೆಳವಣಿಗೆಯಲ್ಲ. ಹಿರಿಯರ ಅನುಭವ ಯುವ ಪೀಳಿಗೆಗೆ ದಾರಿದೀಪ. ಅವರ ಪಾಲನೆ ಪೋಷಣೆ ಪ್ರತಿ ಕುಟುಂಬದ ಜವಾಬ್ದಾರಿ. ಆಸ್ತಿ ವಿಚಾರವಾಗಿ ಹಿರಿಯರನ್ನು ವಂಚಿಸಿದರೆ ಕಾನೂನಿನಡಿ ಕಠಿಣ ಕ್ರಮ ಕೈಗೊಳ್ಳಬಹುದು. ಜಿಲ್ಲಾ ಕಾನೂನು ಸೇವೆಗಳ ಪ್ರಾಧಿಕಾರದಿಂದ ಉಚಿತ ಕಾನೂನು ನೆರವು ದೊರೆಯಲಿದೆ ಎಂದು ಹೇಳಿದರು. ಕಾರ್ಯಕ್ರಮದಲ್ಲಿ ಜಿಲ್ಲಾ ಪಂಚಾಯಿತಿ ಅಧಿಕಾರಿಗಳು, ಮಹಿಳಾ ಮತ್ತು ಮಕ್ಕಳ ಅಭಿವೃದ್ಧಿ ಇಲಾಖೆ ಅಧಿಕಾರಿಗಳು, ಅಂಗನವಾಡಿ ಕಾರ್ಯಕರ್ತೆಯರು, ಆಶಾ ಕಾರ್ಯಕರ್ತೆಯರು, ಹಿರಿಯ ನಾಗರಿಕರು ಭಾಗವಹಿಸಿದ್ದರು. ಹಿರಿಯ ನಾಗರಿಕರ ಸಹಾಯವಾಣಿ ಸಂಖ್ಯೆಗೆ ಕರೆ ಮಾಡಿ ದೂರು ದಾಖಲಿಸಬಹುದು ಎಂದು ಮಾಹಿತಿ ನೀಡಿದರು. ವೇದಿಕೆಯಲ್ಲಿ ತಹಶೀಲ್ದಾರ್, ತಾಲೂಕು ಪಂಚಾಯಿತಿ ಕಾರ್ಯನಿರ್ವಹಣಾಧಿಕಾರಿ, ವಕೀಲರ ಸಂಘದ ಅಧ್ಯಕ್ಷರು ಉಪಸ್ಥಿತರಿದ್ದರು. [207,539,682,620]
print-registration-marks [402,1394,458,1412]
